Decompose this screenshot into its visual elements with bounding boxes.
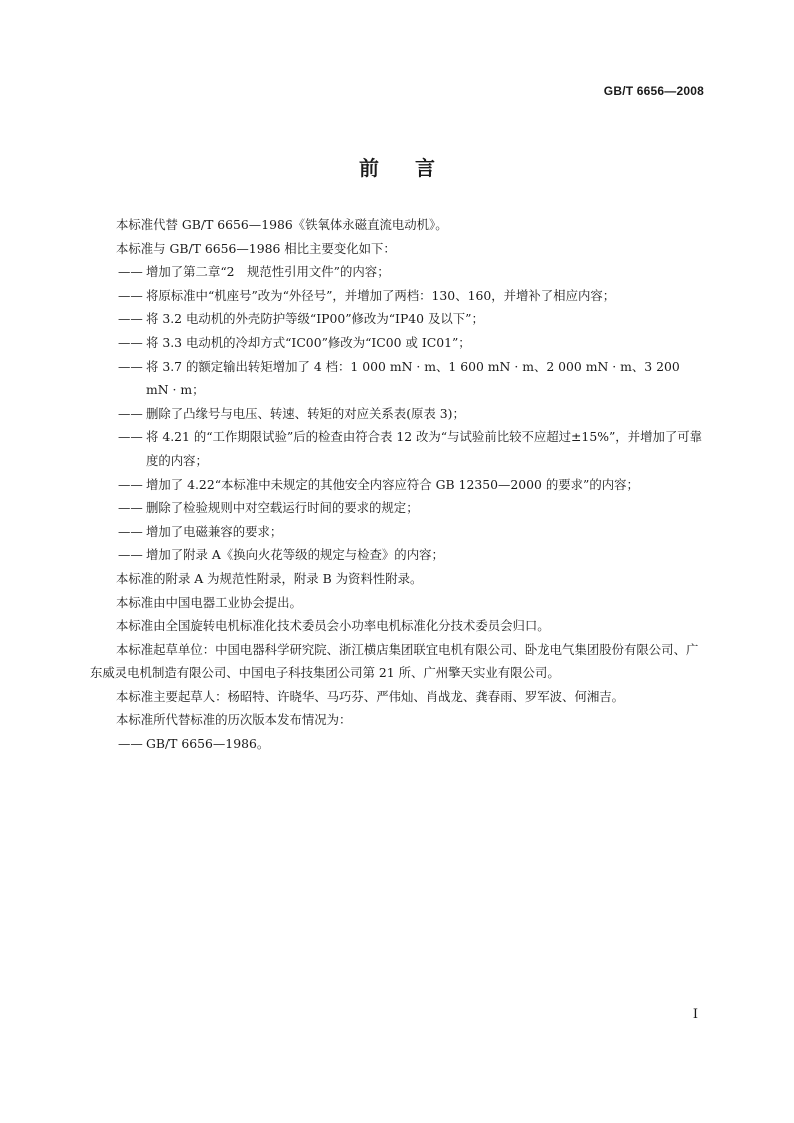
list-item (90, 425, 704, 472)
list-dash: —— (118, 429, 143, 445)
list-dash: —— (118, 500, 143, 516)
list-item-text: 增加了附录 A《换向火花等级的规定与检查》的内容； (146, 547, 444, 563)
list-dash: —— (118, 547, 143, 563)
list-dash: —— (118, 523, 143, 539)
list-dash: —— (118, 736, 143, 752)
list-item-text: 增加了电磁兼容的要求； (146, 523, 283, 539)
list-item (90, 307, 704, 331)
list-dash: —— (118, 358, 143, 374)
list-item-text: GB/T 6656—1986。 (146, 736, 270, 752)
list-item-text: 删除了检验规则中对空载运行时间的要求的规定； (146, 500, 419, 516)
paragraph-managed-by: 本标准由全国旋转电机标准化技术委员会小功率电机标准化分技术委员会归口。 (116, 618, 550, 634)
list-item (90, 520, 704, 544)
list-item-text: 将 4.21 的“工作期限试验”后的检查由符合表 12 改为“与试验前比较不应超过±15%”，并增加了可靠度的内容； (146, 429, 703, 468)
list-item-text: 将 3.3 电动机的冷却方式“IC00”修改为“IC00 或 IC01”； (146, 334, 471, 350)
list-item-text: 增加了 4.22“本标准中未规定的其他安全内容应符合 GB 12350—2000 的要求”的内容； (146, 476, 639, 492)
page-number: I (692, 1007, 698, 1022)
paragraph-appendix: 本标准的附录 A 为规范性附录，附录 B 为资料性附录。 (116, 570, 423, 586)
paragraph-proposed-by: 本标准由中国电器工业协会提出。 (116, 594, 302, 610)
list-dash: —— (118, 264, 143, 280)
list-dash: —— (118, 287, 143, 303)
list-item (90, 355, 704, 402)
standard-code: GB/T 6656—2008 (603, 84, 704, 98)
list-item (90, 260, 704, 284)
list-item (90, 284, 704, 308)
paragraph-changes-intro: 本标准与 GB/T 6656—1986 相比主要变化如下： (116, 240, 396, 256)
foreword-body (90, 213, 704, 756)
list-dash: —— (118, 311, 143, 327)
list-item (90, 331, 704, 355)
list-item (90, 543, 704, 567)
list-item (90, 402, 704, 426)
paragraph-drafting-units: 本标准起草单位：中国电器科学研究院、浙江横店集团联宜电机有限公司、卧龙电气集团股份有限公司、广东威灵电机制造有限公司、中国电子科技集团公司第 21 所、广州擎天实业有限公司。 (90, 641, 699, 681)
list-item (90, 473, 704, 497)
list-item-text: 将 3.7 的额定输出转矩增加了 4 档：1 000 mN · m、1 600 mN · m、2 000 mN · m、3 200 mN · m； (146, 358, 680, 398)
list-dash: —— (118, 334, 143, 350)
list-item (90, 732, 704, 756)
list-dash: —— (118, 476, 143, 492)
list-item-text: 增加了第二章“2 规范性引用文件”的内容； (146, 264, 390, 280)
page-title: 前言 (359, 156, 471, 180)
list-item-text: 将原标准中“机座号”改为“外径号”，并增加了两档：130、160，并增补了相应内容； (146, 287, 616, 303)
list-item-text: 删除了凸缘号与电压、转速、转矩的对应关系表(原表 3)； (146, 405, 465, 421)
paragraph-drafters: 本标准主要起草人：杨昭特、许晓华、马巧芬、严伟灿、肖战龙、龚春雨、罗军波、何湘吉。 (116, 688, 625, 704)
paragraph-supersedes: 本标准代替 GB/T 6656—1986《铁氧体永磁直流电动机》。 (116, 217, 448, 232)
paragraph-history: 本标准所代替标准的历次版本发布情况为： (116, 712, 352, 728)
list-dash: —— (118, 405, 143, 421)
list-item (90, 496, 704, 520)
list-item-text: 将 3.2 电动机的外壳防护等级“IP00”修改为“IP40 及以下”； (146, 311, 484, 327)
